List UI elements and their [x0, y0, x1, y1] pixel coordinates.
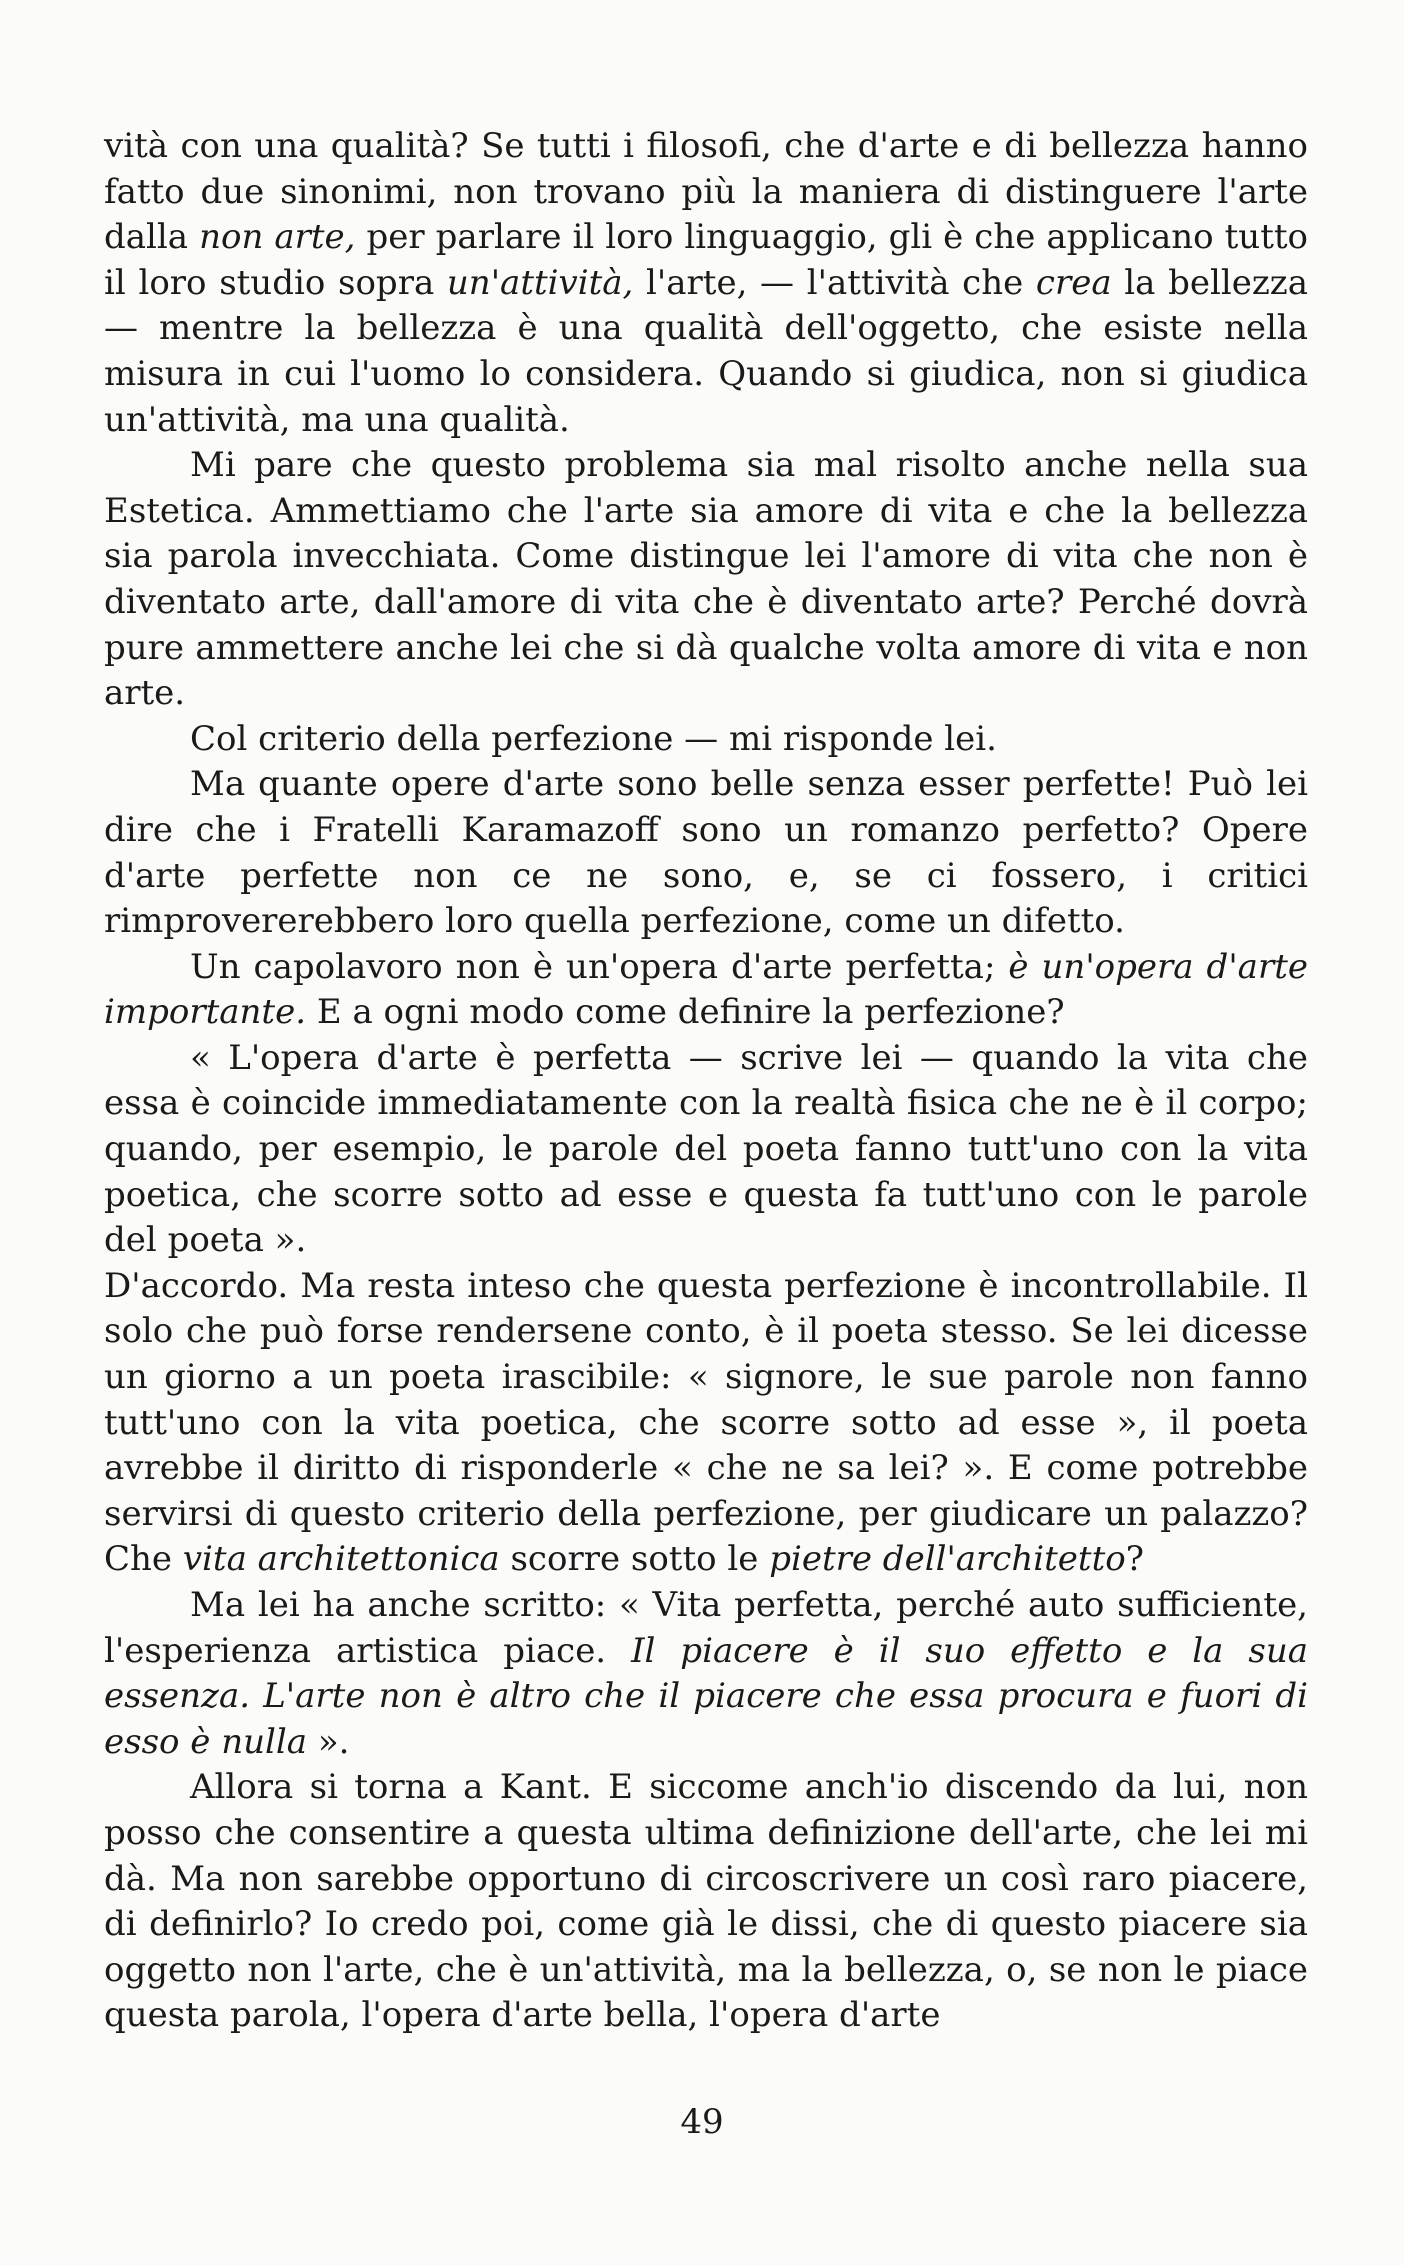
text-run: D'accordo. Ma resta inteso che questa perfezione è incontrollabile. Il solo che può forse rendersene conto, è il poeta stesso. Se lei dicesse un giorno a un poeta irascibile: « signore, le sue parole non fanno tutt'uno con la vita poetica, che scorre sotto ad esse », il poeta avrebbe il diritto di risponderle « che ne sa lei? ». E come potrebbe servirsi di questo criterio della perfezione, per giudicare un palazzo? Che — [104, 1265, 1308, 1580]
italic-text: Il piacere è il suo effetto e la sua essenza. L'arte non è altro che il piacere che essa procura e fuori di esso è nulla — [104, 1630, 1309, 1762]
paragraph — [104, 717, 1308, 763]
text-run: Ma quante opere d'arte sono belle senza esser perfette! Può lei dire che i Fratelli Karamazoff sono un romanzo perfetto? Opere d'arte perfette non ce ne sono, e, se ci fossero, i critici rimprovererebbero loro quella perfezione, come un difetto. — [104, 764, 1308, 942]
text-run: Un capolavoro non è un'opera d'arte perfetta; — [190, 946, 1009, 987]
paragraph — [104, 1036, 1308, 1264]
text-run: ». — [307, 1721, 350, 1762]
italic-text: un'attività, — [446, 262, 634, 303]
italic-text: pietre dell'architetto — [769, 1539, 1126, 1580]
text-run: Mi pare che questo problema sia mal risolto anche nella sua Estetica. Ammettiamo che l'arte sia amore di vita e che la bellezza sia parola invecchiata. Come distingue lei l'amore di vita che non è diventato arte, dall'amore di vita che è diventato arte? Perché dovrà pure ammettere anche lei che si dà qualche volta amore di vita e non arte. — [104, 445, 1308, 714]
paragraph — [104, 124, 1308, 443]
text-run: l'arte, — l'attività che — [633, 262, 1036, 303]
text-run: la bellezza — mentre la bellezza è una qualità dell'oggetto, che esiste nella misura in cui l'uomo lo considera. Quando si giudica, non si giudica un'attività, ma una qualità. — [104, 262, 1308, 440]
paragraph — [104, 945, 1308, 1036]
text-run: scorre sotto le — [499, 1539, 770, 1580]
text-run: vità con una qualità? Se tutti i filosofi, che d'arte e di bellezza hanno fatto due sinonimi, non trovano più la maniera di distinguere l'arte dalla — [104, 126, 1308, 258]
italic-text: non arte, — [199, 217, 356, 258]
italic-text: vita architettonica — [182, 1539, 500, 1580]
text-run: ? — [1125, 1539, 1144, 1580]
body-text — [104, 124, 1308, 2039]
text-run: Col criterio della perfezione — mi risponde lei. — [190, 718, 997, 759]
page-number: 49 — [680, 2102, 724, 2142]
paragraph — [104, 762, 1308, 944]
text-run: Allora si torna a Kant. E siccome anch'io discendo da lui, non posso che consentire a questa ultima definizione dell'arte, che lei mi dà. Ma non sarebbe opportuno di circoscrivere un così raro piacere, di definirlo? Io credo poi, come già le dissi, che di questo piacere sia oggetto non l'arte, che è un'attività, ma la bellezza, o, se non le piace questa parola, l'opera d'arte bella, l'opera d'arte — [104, 1767, 1308, 2036]
text-run: E a ogni modo come definire la perfezione? — [306, 992, 1065, 1033]
paragraph — [104, 1765, 1308, 2039]
text-run: Ma lei ha anche scritto: « Vita perfetta, perché auto sufficiente, l'esperienza artistica piace. — [104, 1585, 1308, 1671]
paragraph — [104, 1264, 1308, 1583]
italic-text: crea — [1035, 262, 1112, 303]
text-run: « L'opera d'arte è perfetta — scrive lei — quando la vita che essa è coincide immediatamente con la realtà fisica che ne è il corpo; quando, per esempio, le parole del poeta fanno tutt'uno con la vita poetica, che scorre sotto ad esse e questa fa tutt'uno con le parole del poeta ». — [104, 1037, 1308, 1261]
italic-text: è un'opera d'arte importante. — [104, 946, 1308, 1033]
paragraph — [104, 1583, 1308, 1765]
text-run: per parlare il loro linguaggio, gli è che applicano tutto il loro studio sopra — [104, 217, 1308, 303]
paragraph — [104, 443, 1308, 717]
